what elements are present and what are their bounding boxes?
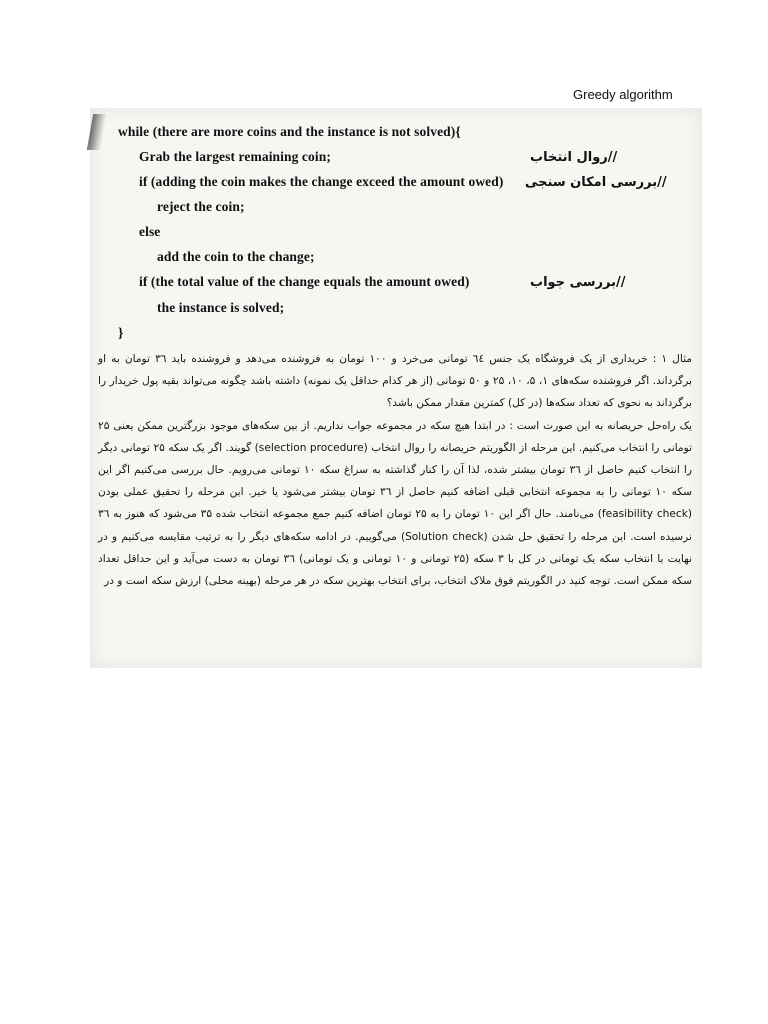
code-line-add: add the coin to the change; bbox=[157, 249, 315, 264]
code-line-close: } bbox=[118, 325, 124, 340]
code-line-solved: the instance is solved; bbox=[157, 300, 285, 315]
pseudocode-block bbox=[90, 108, 702, 348]
code-line-reject: reject the coin; bbox=[157, 199, 245, 214]
comment-selection-procedure: //روال انتخاب bbox=[530, 150, 618, 165]
code-line-while: while (there are more coins and the instance is not solved){ bbox=[118, 124, 461, 139]
code-line-else: else bbox=[139, 224, 161, 239]
code-line-if-exceed: if (adding the coin makes the change exceed the amount owed) bbox=[139, 174, 504, 189]
scanned-page bbox=[90, 108, 702, 668]
example-paragraph: مثال ۱ : خریداری از یک فروشگاه یک جنس ٦٤ تومانی می‌خرد و ١٠٠ تومان به فروشنده می‌دهد و فروشنده باید ٣٦ تومان به او برگرداند. اگر فروشنده سکه‌های ۱، ۵، ۱۰، ۲۵ و ۵۰ تومانی (از هر کدام حداقل یک نمونه) داشته باشد چگونه می‌تواند بقیه پول خریدار را برگرداند به نحوی که تعداد سکه‌ها (در کل) کمترین مقدار ممکن باشد؟ bbox=[98, 353, 693, 410]
code-line-grab: Grab the largest remaining coin; bbox=[139, 149, 331, 164]
code-line-if-equals: if (the total value of the change equals the amount owed) bbox=[139, 274, 470, 289]
document-header-title: Greedy algorithm bbox=[573, 87, 673, 102]
persian-explanation bbox=[98, 348, 692, 592]
comment-solution-check: //بررسی جواب bbox=[530, 275, 626, 290]
solution-paragraph: یک راه‌حل حریصانه به این صورت است : در ابتدا هیچ سکه در مجموعه جواب نداریم. از بین سکه‌های موجود بزرگترین ممکن یعنی ۲۵ تومانی را انتخاب می‌کنیم. این مرحله از الگوریتم حریصانه را روال انتخاب (selection procedure) گویند. اگر یک سکه ۲۵ تومانی دیگر را انتخاب کنیم حاصل از ٣٦ تومان بیشتر شده، لذا آن را کنار گذاشته به سراغ سکه ۱۰ تومانی می‌رویم. حال بررسی می‌کنیم اگر این سکه ۱۰ تومانی را به مجموعه انتخابی قبلی اضافه کنیم حاصل از ٣٦ تومان بیشتر می‌شود یا خیر. این مرحله را تحقیق عملی بودن (feasibility check) می‌نامند. حال اگر این ۱۰ تومان را به ۲۵ تومان اضافه کنیم جمع مجموعه انتخاب شده ۳۵ می‌شود که هنوز به ٣٦ نرسیده است. این مرحله را تحقیق حل شدن (Solution check) می‌گوییم. در ادامه سکه‌های دیگر را به ترتیب مقایسه می‌کنیم و در نهایت با انتخاب سکه یک تومانی در کل با ۳ سکه (۲۵ تومانی و ۱۰ تومانی و یک تومانی) ٣٦ تومان به دست می‌آید و این حداقل تعداد سکه ممکن است. توجه کنید در الگوریتم فوق ملاک انتخاب، برای انتخاب بهترین سکه در هر مرحله (بهینه محلی) ارزش سکه است و در bbox=[98, 419, 693, 588]
comment-feasibility-check: //بررسی امکان سنجی bbox=[525, 175, 667, 190]
